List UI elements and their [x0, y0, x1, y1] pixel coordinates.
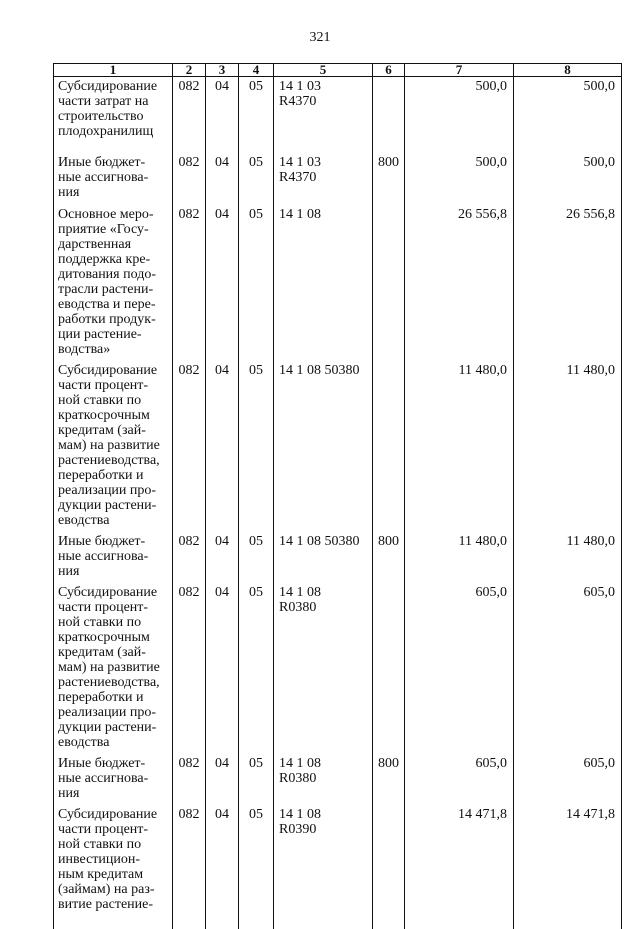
amount-col8-cell: 14 471,8 [514, 801, 622, 929]
item-name-cell-line: части затрат на [58, 94, 149, 109]
item-name-cell-line: растениеводства, [58, 452, 160, 468]
item-name-cell-line: реализации про- [58, 482, 157, 498]
section-code-cell: 04 [206, 801, 239, 929]
target-article-cell [274, 579, 373, 750]
table-row [54, 149, 622, 201]
table-row [54, 201, 622, 357]
item-name-cell-line: ные ассигнова- [58, 770, 149, 786]
item-name-cell-line: части процент- [58, 377, 149, 393]
item-name-cell-line: части процент- [58, 599, 149, 615]
amount-col7-cell: 26 556,8 [405, 201, 514, 357]
col-header: 5 [274, 64, 373, 77]
expense-type-cell [373, 201, 405, 357]
subsection-code-cell: 05 [239, 77, 274, 149]
item-name-cell-line: трасли растени- [58, 281, 154, 297]
item-name-cell-line: приятие «Госу- [58, 221, 149, 237]
subsection-code-cell: 05 [239, 149, 274, 201]
item-name-cell-line: мам) на развитие [58, 437, 160, 453]
col-header: 8 [514, 64, 622, 77]
item-name-cell-line: инвестицион- [58, 851, 141, 867]
amount-col7-cell: 11 480,0 [405, 528, 514, 579]
item-name-cell-line: реализации про- [58, 704, 157, 720]
target-article-cell [274, 750, 373, 801]
col-header: 6 [373, 64, 405, 77]
amount-col8-cell: 11 480,0 [514, 357, 622, 528]
expense-type-cell: 800 [373, 149, 405, 201]
subsection-code-cell: 05 [239, 801, 274, 929]
page-number: 321 [309, 30, 331, 45]
amount-col8-cell: 500,0 [514, 77, 622, 149]
item-name-cell-line: краткосрочным [58, 407, 150, 423]
col-header: 3 [206, 64, 239, 77]
amount-col7-cell: 14 471,8 [405, 801, 514, 929]
item-name-cell-line: еводства и пере- [58, 296, 156, 312]
item-name-cell-line: витие растение- [58, 896, 154, 912]
section-code-cell: 04 [206, 528, 239, 579]
item-name-cell [54, 357, 173, 528]
item-name-cell-line: растениеводства, [58, 674, 160, 690]
item-name-cell-line: краткосрочным [58, 629, 150, 645]
budget-table [53, 63, 622, 929]
target-article-cell [274, 357, 373, 528]
amount-col7-cell: 11 480,0 [405, 357, 514, 528]
item-name-cell-line: строительство [58, 109, 144, 124]
amount-col7-cell: 500,0 [405, 149, 514, 201]
col-header: 7 [405, 64, 514, 77]
col-header: 2 [173, 64, 206, 77]
target-article-cell [274, 528, 373, 579]
expense-type-cell: 800 [373, 528, 405, 579]
subsection-code-cell: 05 [239, 750, 274, 801]
target-article-cell-line: R0390 [279, 821, 317, 837]
table-row [54, 357, 622, 528]
item-name-cell-line: ной ставки по [58, 392, 142, 408]
ministry-code-cell: 082 [173, 201, 206, 357]
item-name-cell-line: ния [58, 184, 80, 200]
item-name-cell-line: кредитам (зай- [58, 644, 146, 660]
item-name-cell-line: ния [58, 563, 80, 579]
item-name-cell-line: Субсидирование [58, 584, 158, 600]
item-name-cell-line: плодохранилищ [58, 124, 154, 139]
subsection-code-cell: 05 [239, 201, 274, 357]
expense-type-cell [373, 801, 405, 929]
ministry-code-cell: 082 [173, 801, 206, 929]
item-name-cell-line: ции растение- [58, 326, 142, 342]
item-name-cell [54, 528, 173, 579]
target-article-cell-line: 14 1 08 [279, 584, 321, 600]
amount-col8-cell: 605,0 [514, 579, 622, 750]
item-name-cell-line: работки продук- [58, 311, 156, 327]
item-name-cell-line: ной ставки по [58, 836, 142, 852]
col-header: 4 [239, 64, 274, 77]
section-code-cell: 04 [206, 750, 239, 801]
ministry-code-cell: 082 [173, 528, 206, 579]
table-row [54, 801, 622, 929]
ministry-code-cell: 082 [173, 357, 206, 528]
ministry-code-cell: 082 [173, 579, 206, 750]
col-header: 1 [54, 64, 173, 77]
target-article-cell-line: R0380 [279, 599, 317, 615]
item-name-cell-line: кредитам (зай- [58, 422, 146, 438]
subsection-code-cell: 05 [239, 528, 274, 579]
target-article-cell [274, 149, 373, 201]
item-name-cell [54, 579, 173, 750]
item-name-cell-line: еводства [58, 734, 110, 750]
amount-col8-cell: 11 480,0 [514, 528, 622, 579]
item-name-cell-line: ные ассигнова- [58, 169, 149, 185]
target-article-cell-line: R0380 [279, 770, 317, 786]
target-article-cell [274, 801, 373, 929]
item-name-cell-line: дукции растени- [58, 719, 157, 735]
item-name-cell [54, 201, 173, 357]
item-name-cell-line: дукции растени- [58, 497, 157, 513]
amount-col7-cell: 500,0 [405, 77, 514, 149]
item-name-cell-line: дарственная [58, 236, 132, 252]
target-article-cell [274, 77, 373, 149]
section-code-cell: 04 [206, 149, 239, 201]
target-article-cell-line: 14 1 03 [279, 79, 321, 94]
item-name-cell-line: Иные бюджет- [58, 755, 146, 771]
item-name-cell-line: мам) на развитие [58, 659, 160, 675]
item-name-cell-line: Субсидирование [58, 362, 158, 378]
item-name-cell-line: ным кредитам [58, 866, 144, 882]
item-name-cell [54, 77, 173, 149]
target-article-cell-line: 14 1 08 [279, 755, 321, 771]
item-name-cell-line: Иные бюджет- [58, 154, 146, 170]
item-name-cell-line: (займам) на раз- [58, 881, 155, 897]
item-name-cell [54, 801, 173, 929]
amount-col8-cell: 605,0 [514, 750, 622, 801]
expense-type-cell: 800 [373, 750, 405, 801]
target-article-cell-line: 14 1 08 [279, 206, 321, 222]
expense-type-cell [373, 579, 405, 750]
item-name-cell [54, 149, 173, 201]
amount-col7-cell: 605,0 [405, 750, 514, 801]
item-name-cell-line: дитования подо- [58, 266, 156, 282]
amount-col7-cell: 605,0 [405, 579, 514, 750]
subsection-code-cell: 05 [239, 357, 274, 528]
target-article-cell-line: R4370 [279, 94, 317, 109]
item-name-cell-line: еводства [58, 512, 110, 528]
section-code-cell: 04 [206, 357, 239, 528]
expense-type-cell [373, 77, 405, 149]
table-row [54, 77, 622, 149]
ministry-code-cell: 082 [173, 77, 206, 149]
item-name-cell-line: ные ассигнова- [58, 548, 149, 564]
target-article-cell-line: 14 1 03 [279, 154, 321, 170]
target-article-cell-line: R4370 [279, 169, 317, 185]
ministry-code-cell: 082 [173, 750, 206, 801]
table-row [54, 750, 622, 801]
item-name-cell-line: ной ставки по [58, 614, 142, 630]
item-name-cell-line: части процент- [58, 821, 149, 837]
header-row [54, 64, 622, 77]
target-article-cell [274, 201, 373, 357]
amount-col8-cell: 500,0 [514, 149, 622, 201]
section-code-cell: 04 [206, 579, 239, 750]
subsection-code-cell: 05 [239, 579, 274, 750]
item-name-cell-line: водства» [58, 341, 111, 357]
item-name-cell-line: Субсидирование [58, 806, 158, 822]
section-code-cell: 04 [206, 201, 239, 357]
amount-col8-cell: 26 556,8 [514, 201, 622, 357]
item-name-cell-line: переработки и [58, 467, 144, 483]
item-name-cell-line: ния [58, 785, 80, 801]
item-name-cell-line: Субсидирование [58, 79, 158, 94]
target-article-cell-line: 14 1 08 50380 [279, 533, 360, 549]
expense-type-cell [373, 357, 405, 528]
item-name-cell [54, 750, 173, 801]
table-row [54, 579, 622, 750]
target-article-cell-line: 14 1 08 [279, 806, 321, 822]
item-name-cell-line: Основное меро- [58, 206, 154, 222]
target-article-cell-line: 14 1 08 50380 [279, 362, 360, 378]
item-name-cell-line: поддержка кре- [58, 251, 151, 267]
ministry-code-cell: 082 [173, 149, 206, 201]
item-name-cell-line: Иные бюджет- [58, 533, 146, 549]
section-code-cell: 04 [206, 77, 239, 149]
table-row [54, 528, 622, 579]
item-name-cell-line: переработки и [58, 689, 144, 705]
